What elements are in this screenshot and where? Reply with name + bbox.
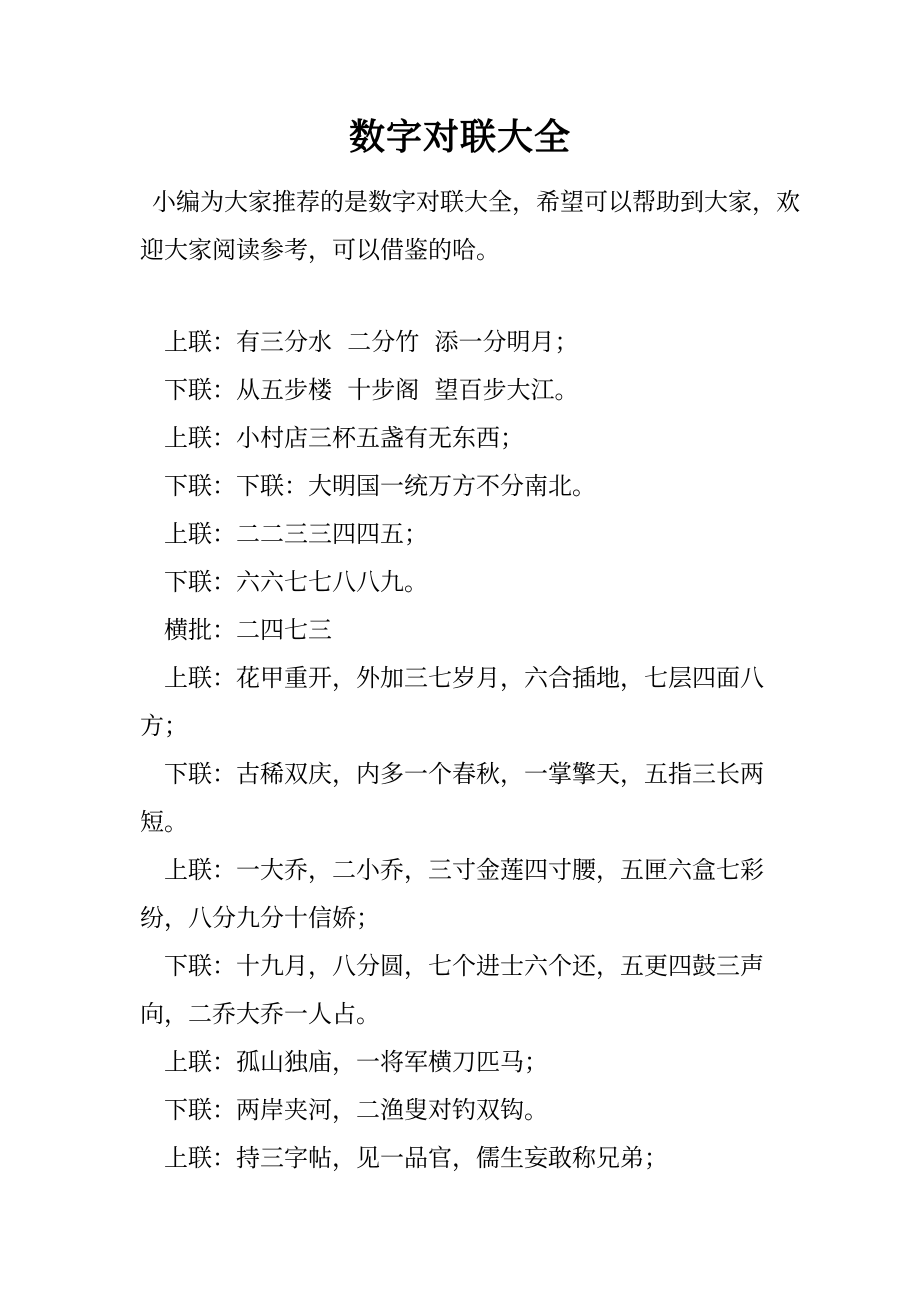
- page-title: 数字对联大全: [348, 116, 571, 158]
- couplet-line: 上联：小村店三杯五盏有无东西；: [164, 424, 524, 452]
- couplet-line: 上联：持三字帖，见一品官，儒生妄敢称兄弟；: [164, 1144, 668, 1172]
- couplet-line: 下联：古稀双庆，内多一个春秋，一掌擎天，五指三长两短。: [140, 760, 764, 836]
- couplet-line: 下联：六六七七八八九。: [164, 568, 428, 596]
- couplet-line: 下联：十九月，八分圆，七个进士六个还，五更四鼓三声向，二乔大乔一人占。: [140, 952, 764, 1028]
- couplet-line: 下联：两岸夹河，二渔叟对钓双钩。: [164, 1096, 548, 1124]
- couplet-line: 下联：下联：大明国一统万方不分南北。: [164, 472, 596, 500]
- couplet-line: 上联：二二三三四四五；: [164, 520, 428, 548]
- couplet-line: 上联：孤山独庙，一将军横刀匹马；: [164, 1048, 548, 1076]
- couplet-list: [140, 318, 800, 1182]
- couplet-line: 上联：一大乔，二小乔，三寸金莲四寸腰，五匣六盒七彩纷，八分九分十信娇；: [140, 856, 764, 932]
- intro-paragraph: 小编为大家推荐的是数字对联大全，希望可以帮助到大家，欢迎大家阅读参考，可以借鉴的哈。: [140, 188, 800, 264]
- couplet-line: 下联：从五步楼 十步阁 望百步大江。: [164, 376, 579, 404]
- couplet-line: 横批：二四七三: [164, 616, 332, 644]
- couplet-line: 上联：有三分水 二分竹 添一分明月；: [164, 328, 579, 356]
- couplet-line: 上联：花甲重开，外加三七岁月，六合插地，七层四面八方；: [140, 664, 764, 740]
